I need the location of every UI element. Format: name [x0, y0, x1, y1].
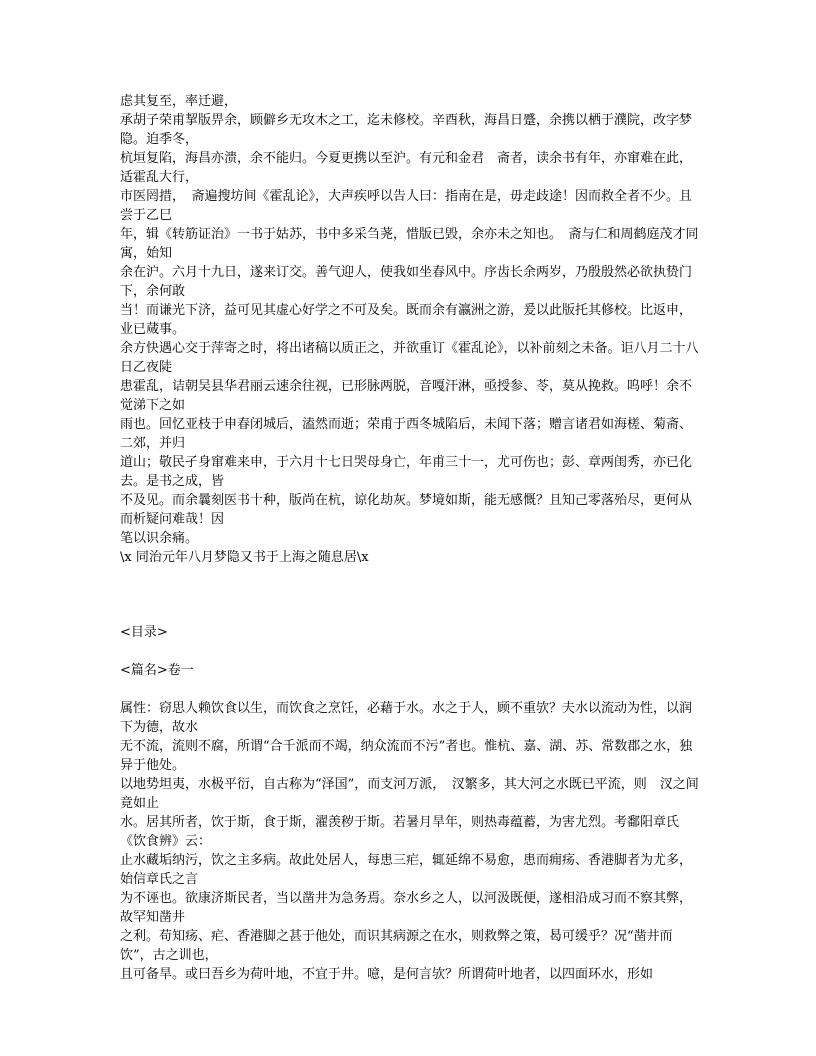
text-line: 笔以识余痛。 — [120, 531, 199, 546]
text-line: 余在沪。六月十九日，遂来订交。善气迎人，使我如坐春风中。序齿长余两岁，乃殷殷然必欲执贽门下，余何敢 — [120, 265, 693, 299]
text-line: 市医罔措， 斋遍搜坊间《霍乱论》，大声疾呼以告人曰：指南在是，毋走歧途！因而救全者不少。且尝于乙巳 — [120, 189, 693, 223]
section-gap — [120, 642, 700, 661]
text-line: 杭垣复陷，海昌亦溃，余不能归。今夏更携以至沪。有元和金君 斋者，读余书有年，亦窜难在此，适霍乱大行， — [120, 151, 693, 185]
text-line: 之利。苟知疡、疟、香港脚之甚于他处，而识其病源之在水，则救弊之策，曷可缓乎？况“凿井而饮”，古之训也， — [120, 929, 673, 963]
text-line: 以地势坦夷，水极平衍，自古称为“泽国”，而支河万派， 汊繁多，其大河之水既已平流，则 汊之间竟如止 — [120, 777, 699, 811]
toc-label: <目录> — [120, 625, 168, 640]
text-line: 余方快遇心交于萍寄之时，将出诸稿以质正之，并欲重订《霍乱论》，以补前刻之未备。讵八月二十八日乙夜陡 — [120, 341, 699, 375]
text-line: 当！而谦光下济，益可见其虚心好学之不可及矣。既而余有瀛洲之游，爰以此版托其修校。比返申，业已蒇事。 — [120, 303, 693, 337]
section-gap — [120, 567, 700, 623]
text-line: 为不诬也。欲康济斯民者，当以凿井为急务焉。奈水乡之人，以河汲既便，遂相沿成习而不察其弊，故罕知凿井 — [120, 891, 693, 925]
text-line: 雨也。回忆亚枝于申春闭城后，溘然而逝；荣甫于西冬城陷后，未闻下落；赠言诸君如海槎、菊斋、二郊，并归 — [120, 417, 693, 451]
text-line: 止水藏垢纳污，饮之主多病。故此处居人，每患三疟，辄延绵不易愈，患而痈疡、香港脚者为尤多，始信章氏之言 — [120, 853, 693, 887]
chapter-label: <篇名>卷一 — [120, 663, 194, 678]
text-line: 患霍乱，诘朝吴县华君丽云速余往视，已形脉两脱，音嘎汗淋，亟授参、苓，莫从挽救。呜呼！余不觉涕下之如 — [120, 379, 693, 413]
document-page — [120, 92, 700, 984]
text-line: 不及见。而余曩刻医书十种，版尚在杭，谅化劫灰。梦境如斯，能无感慨？且知己零落殆尽，更何从而析疑问难哉！因 — [120, 493, 693, 527]
text-line: 虑其复至，率迁避， — [120, 94, 238, 109]
body-section — [120, 699, 700, 984]
text-line: 年，辑《转筋证治》一书于姑苏，书中多采刍荛，惜版已毁，余亦未之知也。 斋与仁和周鹤庭茂才同寓，始知 — [120, 227, 699, 261]
preface-section — [120, 92, 700, 567]
text-line: 且可备旱。或曰吾乡为荷叶地，不宜于井。噫，是何言欤？所谓荷叶地者，以四面环水，形如 — [120, 967, 654, 982]
text-line: 水。居其所者，饮于斯，食于斯，濯羡秽于斯。若暑月旱年，则热毒蕴蓄，为害尤烈。考鄱阳章氏《饮食辨》云： — [120, 815, 680, 849]
section-gap — [120, 680, 700, 699]
signature-line: \x 同治元年八月梦隐又书于上海之随息居\x — [120, 550, 369, 565]
text-line: 道山；敬民孑身窜难来申，于六月十七日哭母身亡，年甫三十一，尤可伤也；彭、章两闺秀，亦已化去。是书之成，皆 — [120, 455, 693, 489]
text-line: 无不流，流则不腐，所谓“合千派而不竭，纳众流而不污”者也。惟杭、嘉、湖、苏、常数郡之水，独异于他处。 — [120, 739, 693, 773]
text-line: 属性：窃思人赖饮食以生，而饮食之烹饪，必藉于水。水之于人，顾不重欤？夫水以流动为性，以润下为德，故水 — [120, 701, 693, 735]
text-line: 承胡子荣甫挈版畀余，顾僻乡无攻木之工，迄未修校。辛酉秋，海昌日蹙，余携以栖于濮院，改字梦隐。迫季冬， — [120, 113, 693, 147]
